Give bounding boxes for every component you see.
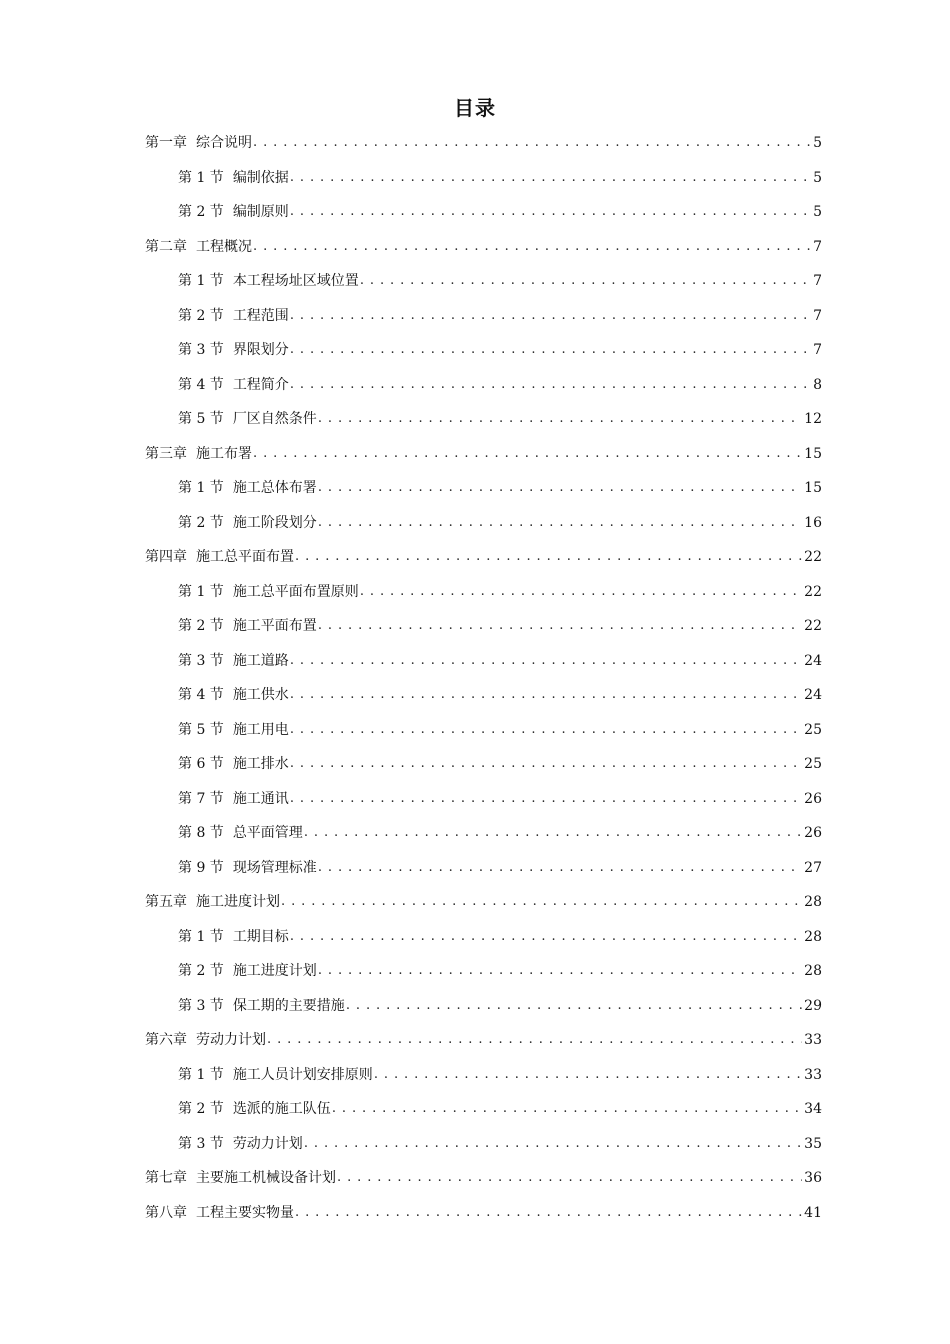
toc-section-entry[interactable] [178, 264, 822, 299]
toc-page-number: 22 [804, 549, 822, 565]
toc-page-number: 28 [804, 894, 822, 910]
dot-leader [289, 161, 811, 196]
dot-leader [289, 713, 802, 748]
toc-title: 目录 [454, 96, 496, 120]
toc-page-number: 26 [804, 825, 822, 841]
toc-entry-number: 第四章 [145, 549, 187, 565]
dot-leader [331, 1092, 802, 1127]
toc-entry-title: 施工供水 [232, 687, 289, 703]
toc-entry-number: 第 3 节 [178, 342, 224, 358]
toc-chapter-entry[interactable] [145, 126, 822, 161]
toc-page-number: 15 [804, 445, 822, 462]
toc-chapter-entry[interactable] [145, 1196, 822, 1231]
dot-leader [336, 1161, 802, 1196]
toc-entry-title: 劳动力计划 [232, 1135, 303, 1152]
dot-leader [266, 1023, 802, 1058]
toc-section-entry[interactable] [178, 506, 822, 541]
toc-entry-title: 综合说明 [196, 135, 252, 151]
toc-page-number: 16 [804, 514, 822, 531]
dot-leader [289, 782, 802, 817]
toc-page-number: 35 [804, 1135, 822, 1152]
toc-page-number: 15 [804, 480, 822, 496]
dot-leader [317, 954, 802, 989]
toc-page-number: 28 [804, 963, 822, 979]
toc-page-number: 28 [804, 928, 822, 945]
toc-entry-title: 施工道路 [232, 652, 289, 669]
toc-entry-number: 第 8 节 [178, 825, 224, 841]
toc-entry-number: 第 1 节 [178, 273, 224, 289]
toc-entry-number: 第七章 [145, 1170, 187, 1186]
toc-section-entry[interactable] [178, 1092, 822, 1127]
toc-entry-number: 第 4 节 [178, 376, 224, 393]
toc-entry-title: 劳动力计划 [196, 1032, 266, 1048]
toc-entry-title: 施工通讯 [232, 790, 289, 807]
toc-entry-number: 第三章 [145, 445, 187, 462]
toc-chapter-entry[interactable] [145, 540, 822, 575]
toc-entry-title: 工程概况 [196, 238, 252, 255]
toc-page-number: 41 [804, 1204, 822, 1221]
toc-page-number: 22 [804, 583, 822, 600]
dot-leader [317, 402, 802, 437]
toc-page-number: 7 [813, 273, 822, 289]
toc-entry-title: 总平面管理 [232, 825, 303, 841]
toc-entry-title: 施工进度计划 [196, 894, 280, 910]
dot-leader [317, 609, 802, 644]
dot-leader [294, 540, 802, 575]
dot-leader [303, 1127, 802, 1162]
toc-section-entry[interactable] [178, 609, 822, 644]
toc-entry-title: 施工布署 [196, 445, 252, 462]
toc-entry-number: 第 3 节 [178, 652, 224, 669]
toc-section-entry[interactable] [178, 195, 822, 230]
toc-entry-number: 第一章 [145, 135, 187, 151]
dot-leader [289, 368, 811, 403]
toc-entry-title: 施工总体布署 [232, 480, 317, 496]
dot-leader [289, 920, 802, 955]
toc-entry-title: 施工总平面布置原则 [232, 583, 359, 600]
toc-entry-title: 施工排水 [232, 756, 289, 772]
toc-entry-title: 保工期的主要措施 [232, 997, 345, 1014]
toc-page-number: 12 [804, 411, 822, 427]
dot-leader [317, 471, 802, 506]
toc-entry-title: 工程主要实物量 [196, 1204, 294, 1221]
toc-page-number: 7 [813, 307, 822, 324]
toc-section-entry[interactable] [178, 678, 822, 713]
toc-entry-number: 第 2 节 [178, 307, 224, 324]
toc-entry-title: 本工程场址区域位置 [232, 273, 359, 289]
toc-entry-number: 第 2 节 [178, 618, 224, 634]
toc-entry-number: 第 1 节 [178, 1066, 224, 1083]
toc-entry-number: 第 1 节 [178, 928, 224, 945]
toc-entry-title: 施工进度计划 [232, 963, 317, 979]
toc-entry-title: 主要施工机械设备计划 [196, 1170, 336, 1186]
toc-entry-number: 第 9 节 [178, 859, 224, 876]
toc-section-entry[interactable] [178, 782, 822, 817]
toc-section-entry[interactable] [178, 747, 822, 782]
toc-chapter-entry[interactable] [145, 1161, 822, 1196]
toc-page-number: 5 [813, 204, 822, 220]
toc-page-number: 8 [813, 376, 822, 393]
toc-entry-number: 第 1 节 [178, 169, 224, 186]
toc-entry-number: 第 2 节 [178, 514, 224, 531]
toc-entry-number: 第 1 节 [178, 480, 224, 496]
dot-leader [289, 299, 811, 334]
toc-page-number: 7 [813, 238, 822, 255]
toc-page-number: 29 [804, 997, 822, 1014]
toc-section-entry[interactable] [178, 161, 822, 196]
dot-leader [252, 437, 802, 472]
dot-leader [317, 851, 802, 886]
toc-entry-number: 第 2 节 [178, 204, 224, 220]
toc-entry-title: 编制原则 [232, 204, 289, 220]
toc-entry-title: 施工用电 [232, 721, 289, 738]
toc-page-number: 25 [804, 756, 822, 772]
table-of-contents [0, 126, 950, 1230]
toc-entry-title: 工程简介 [232, 376, 289, 393]
toc-page-number: 26 [804, 790, 822, 807]
dot-leader [289, 195, 811, 230]
toc-page-number: 5 [813, 135, 822, 151]
toc-page-number: 36 [804, 1170, 822, 1186]
toc-entry-title: 施工人员计划安排原则 [232, 1066, 373, 1083]
dot-leader [373, 1058, 802, 1093]
toc-entry-number: 第 5 节 [178, 721, 224, 738]
dot-leader [303, 816, 802, 851]
dot-leader [317, 506, 802, 541]
toc-section-entry[interactable] [178, 299, 822, 334]
toc-entry-title: 编制依据 [232, 169, 289, 186]
dot-leader [359, 264, 811, 299]
toc-section-entry[interactable] [178, 816, 822, 851]
toc-entry-title: 选派的施工队伍 [232, 1101, 331, 1117]
toc-entry-number: 第二章 [145, 238, 187, 255]
toc-section-entry[interactable] [178, 954, 822, 989]
toc-entry-title: 施工总平面布置 [196, 549, 294, 565]
dot-leader [345, 989, 802, 1024]
toc-entry-number: 第 4 节 [178, 687, 224, 703]
toc-entry-number: 第 2 节 [178, 963, 224, 979]
toc-chapter-entry[interactable] [145, 885, 822, 920]
toc-entry-title: 现场管理标准 [232, 859, 317, 876]
toc-chapter-entry[interactable] [145, 1023, 822, 1058]
dot-leader [294, 1196, 802, 1231]
toc-section-entry[interactable] [178, 333, 822, 368]
toc-section-entry[interactable] [178, 1058, 822, 1093]
toc-page-number: 24 [804, 652, 822, 669]
dot-leader [289, 644, 802, 679]
toc-entry-title: 厂区自然条件 [232, 411, 317, 427]
toc-page-number: 5 [813, 169, 822, 186]
dot-leader [252, 126, 811, 161]
toc-entry-number: 第 3 节 [178, 1135, 224, 1152]
toc-page-number: 33 [804, 1032, 822, 1048]
toc-entry-number: 第 7 节 [178, 790, 224, 807]
dot-leader [289, 678, 802, 713]
toc-section-entry[interactable] [178, 713, 822, 748]
toc-entry-number: 第 1 节 [178, 583, 224, 600]
toc-section-entry[interactable] [178, 575, 822, 610]
toc-chapter-entry[interactable] [145, 230, 822, 265]
toc-entry-number: 第五章 [145, 894, 187, 910]
dot-leader [289, 333, 811, 368]
dot-leader [280, 885, 802, 920]
toc-entry-number: 第 3 节 [178, 997, 224, 1014]
toc-entry-number: 第 5 节 [178, 411, 224, 427]
toc-page-number: 34 [804, 1101, 822, 1117]
toc-page-number: 27 [804, 859, 822, 876]
toc-entry-number: 第八章 [145, 1204, 187, 1221]
toc-section-entry[interactable] [178, 644, 822, 679]
toc-section-entry[interactable] [178, 851, 822, 886]
toc-section-entry[interactable] [178, 471, 822, 506]
toc-entry-title: 施工平面布置 [232, 618, 317, 634]
toc-page-number: 33 [804, 1066, 822, 1083]
dot-leader [252, 230, 811, 265]
toc-entry-title: 工期目标 [232, 928, 289, 945]
toc-section-entry[interactable] [178, 1127, 822, 1162]
toc-entry-title: 工程范围 [232, 307, 289, 324]
toc-page-number: 7 [813, 342, 822, 358]
toc-entry-number: 第 2 节 [178, 1101, 224, 1117]
toc-entry-title: 施工阶段划分 [232, 514, 317, 531]
toc-page-number: 25 [804, 721, 822, 738]
toc-section-entry[interactable] [178, 368, 822, 403]
toc-entry-number: 第 6 节 [178, 756, 224, 772]
toc-entry-title: 界限划分 [232, 342, 289, 358]
dot-leader [359, 575, 802, 610]
toc-entry-number: 第六章 [145, 1032, 187, 1048]
dot-leader [289, 747, 802, 782]
toc-section-entry[interactable] [178, 920, 822, 955]
toc-page-number: 24 [804, 687, 822, 703]
toc-section-entry[interactable] [178, 989, 822, 1024]
toc-chapter-entry[interactable] [145, 437, 822, 472]
toc-section-entry[interactable] [178, 402, 822, 437]
toc-page-number: 22 [804, 618, 822, 634]
